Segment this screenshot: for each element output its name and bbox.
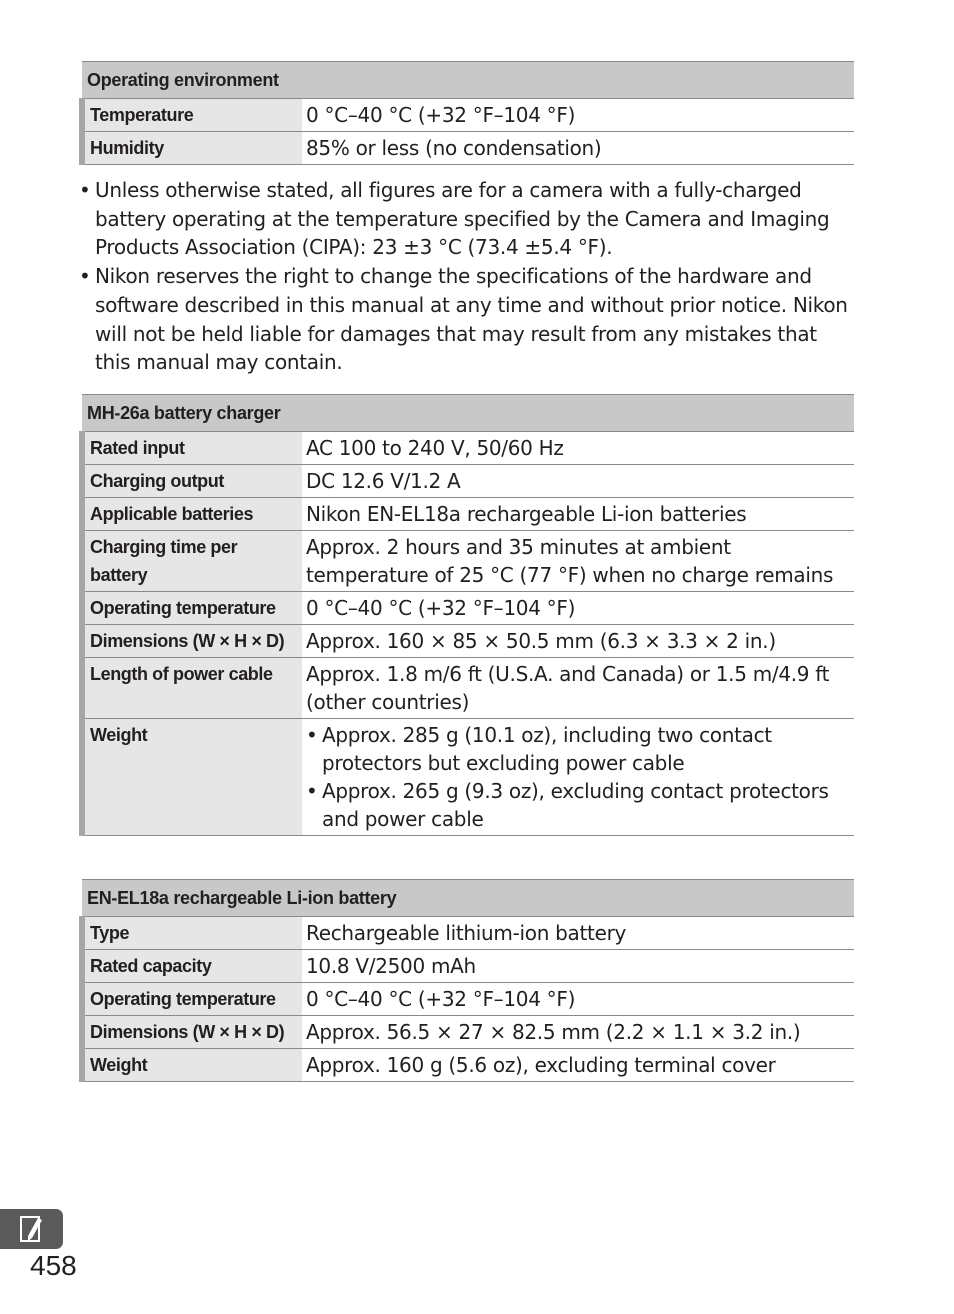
row-value: 0 °C–40 °C (+32 °F–104 °F) bbox=[302, 983, 854, 1016]
table-row bbox=[82, 950, 854, 983]
row-label: Dimensions (W × H × D) bbox=[82, 1016, 302, 1049]
notes-list bbox=[79, 176, 854, 377]
table-row bbox=[82, 1049, 854, 1082]
table-row bbox=[82, 99, 854, 132]
table-row bbox=[82, 498, 854, 531]
row-label: Temperature bbox=[82, 99, 302, 132]
operating-environment-heading: Operating environment bbox=[82, 62, 854, 99]
charger-heading: MH-26a battery charger bbox=[82, 395, 854, 432]
table-row bbox=[82, 1016, 854, 1049]
pencil-icon bbox=[20, 1214, 44, 1244]
table-row bbox=[82, 917, 854, 950]
charger-table bbox=[79, 394, 854, 836]
row-value: Rechargeable lithium-ion battery bbox=[302, 917, 854, 950]
weight-item: • Approx. 285 g (10.1 oz), including two contact protectors but excluding power cable bbox=[306, 721, 849, 777]
table-row bbox=[82, 531, 854, 592]
row-label: Operating temperature bbox=[82, 592, 302, 625]
note-item: • Unless otherwise stated, all figures are for a camera with a fully-charged battery operating at the temperature specified by the Camera and Imaging Products Association (CIPA): 23 ±3 °C (73.4 ±5.4 °F). bbox=[79, 176, 854, 262]
row-value: 85% or less (no condensation) bbox=[302, 132, 854, 165]
table-row bbox=[82, 658, 854, 719]
weight-item: • Approx. 265 g (9.3 oz), excluding contact protectors and power cable bbox=[306, 777, 849, 833]
row-label: Humidity bbox=[82, 132, 302, 165]
table-row bbox=[82, 132, 854, 165]
battery-heading: EN-EL18a rechargeable Li-ion battery bbox=[82, 880, 854, 917]
table-row bbox=[82, 719, 854, 836]
row-value: Approx. 160 g (5.6 oz), excluding terminal cover bbox=[302, 1049, 854, 1082]
row-value: 0 °C–40 °C (+32 °F–104 °F) bbox=[302, 592, 854, 625]
table-row bbox=[82, 592, 854, 625]
row-label: Rated capacity bbox=[82, 950, 302, 983]
row-label: Dimensions (W × H × D) bbox=[82, 625, 302, 658]
row-label: Length of power cable bbox=[82, 658, 302, 719]
row-label: Charging output bbox=[82, 465, 302, 498]
note-item: • Nikon reserves the right to change the specifications of the hardware and software described in this manual at any time and without prior notice. Nikon will not be held liable for damages that may result from any mistakes that this manual may contain. bbox=[79, 262, 854, 377]
row-value: Approx. 160 × 85 × 50.5 mm (6.3 × 3.3 × 2 in.) bbox=[302, 625, 854, 658]
table-row bbox=[82, 465, 854, 498]
technical-notes-tab bbox=[0, 1209, 63, 1249]
row-value: Approx. 2 hours and 35 minutes at ambient temperature of 25 °C (77 °F) when no charge remains bbox=[302, 531, 854, 592]
row-label: Weight bbox=[82, 719, 302, 836]
row-value: 10.8 V/2500 mAh bbox=[302, 950, 854, 983]
table-row bbox=[82, 432, 854, 465]
row-value: AC 100 to 240 V, 50/60 Hz bbox=[302, 432, 854, 465]
battery-table bbox=[79, 879, 854, 1082]
weight-list bbox=[306, 721, 849, 833]
row-label: Weight bbox=[82, 1049, 302, 1082]
table-row bbox=[82, 983, 854, 1016]
table-row bbox=[82, 625, 854, 658]
row-label: Type bbox=[82, 917, 302, 950]
operating-environment-table bbox=[79, 61, 854, 165]
row-label: Operating temperature bbox=[82, 983, 302, 1016]
row-label: Rated input bbox=[82, 432, 302, 465]
row-value: Approx. 56.5 × 27 × 82.5 mm (2.2 × 1.1 × 3.2 in.) bbox=[302, 1016, 854, 1049]
row-value: Approx. 1.8 m/6 ft (U.S.A. and Canada) or 1.5 m/4.9 ft (other countries) bbox=[302, 658, 854, 719]
row-value: Nikon EN-EL18a rechargeable Li-ion batteries bbox=[302, 498, 854, 531]
row-value bbox=[302, 719, 854, 836]
row-value: DC 12.6 V/1.2 A bbox=[302, 465, 854, 498]
row-label: Applicable batteries bbox=[82, 498, 302, 531]
page-number: 458 bbox=[30, 1250, 77, 1281]
row-label: Charging time per battery bbox=[82, 531, 302, 592]
row-value: 0 °C–40 °C (+32 °F–104 °F) bbox=[302, 99, 854, 132]
